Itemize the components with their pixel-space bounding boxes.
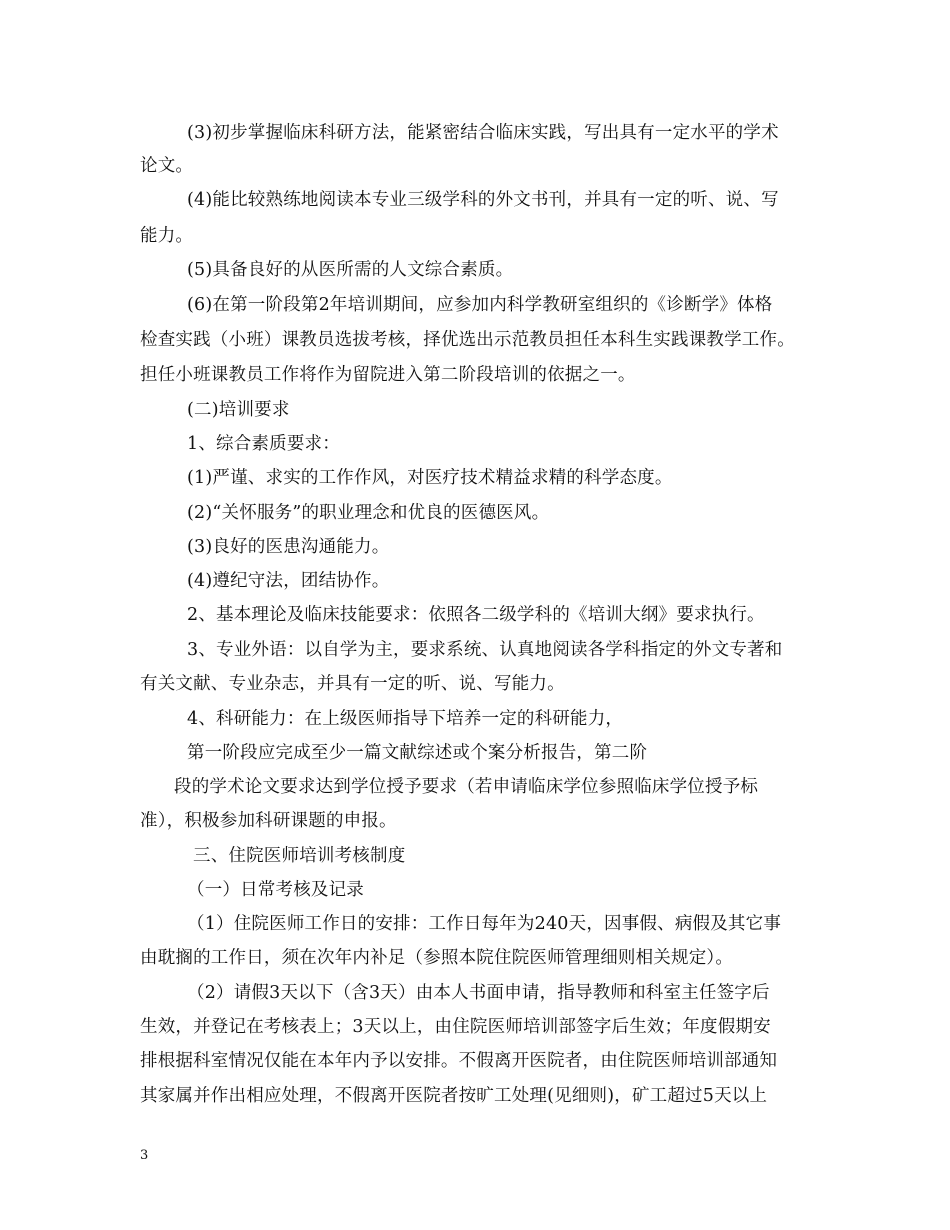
page-number: 3 [140, 1148, 149, 1163]
text-line: （2）请假3天以下（含3天）由本人书面申请，指导教师和科室主任签字后 [187, 983, 770, 1003]
text-line: 1、综合素质要求： [187, 434, 340, 454]
text-line: 2、基本理论及临床技能要求：依照各二级学科的《培训大纲》要求执行。 [187, 605, 765, 625]
text-line: 4、科研能力：在上级医师指导下培养一定的科研能力， [187, 709, 624, 729]
text-line: (3)良好的医患沟通能力。 [187, 537, 390, 557]
text-line: (4)能比较熟练地阅读本专业三级学科的外文书刊，并具有一定的听、说、写 [187, 190, 779, 210]
text-line: 3、专业外语：以自学为主，要求系统、认真地阅读各学科指定的外文专著和 [187, 640, 783, 660]
text-line: 其家属并作出相应处理，不假离开医院者按旷工处理(见细则)，矿工超过5天以上 [140, 1086, 768, 1106]
text-line: 生效，并登记在考核表上；3天以上，由住院医师培训部签字后生效；年度假期安 [140, 1017, 771, 1037]
text-line: 担任小班课教员工作将作为留院进入第二阶段培训的依据之一。 [140, 365, 636, 385]
text-line: 准），积极参加科研课题的申报。 [140, 811, 397, 831]
section-heading: 三、住院医师培训考核制度 [193, 846, 406, 866]
text-line: 排根据科室情况仅能在本年内予以安排。不假离开医院者，由住院医师培训部通知 [140, 1051, 778, 1071]
text-line: 第一阶段应完成至少一篇文献综述或个案分析报告，第二阶 [187, 743, 648, 763]
text-line: 有关文献、专业杂志，并具有一定的听、说、写能力。 [140, 674, 565, 694]
text-line: 由耽搁的工作日，须在次年内补足（参照本院住院医师管理细则相关规定）。 [140, 948, 734, 968]
text-line: (1)严谨、求实的工作作风，对医疗技术精益求精的科学态度。 [187, 468, 673, 488]
text-line: 检查实践（小班）课教员选拔考核，择优选出示范教员担任本科生实践课教学工作。 [140, 330, 795, 350]
text-line: 段的学术论文要求达到学位授予要求（若申请临床学位参照临床学位授予标 [174, 777, 759, 797]
section-heading: （一）日常考核及记录 [187, 880, 364, 900]
text-line: (4)遵纪守法，团结协作。 [187, 571, 390, 591]
text-line: 能力。 [140, 226, 194, 246]
text-line: (2)“关怀服务”的职业理念和优良的医德医风。 [187, 503, 550, 523]
text-line: (6)在第一阶段第2年培训期间，应参加内科学教研室组织的《诊断学》体格 [187, 295, 773, 315]
section-heading: (二)培训要求 [187, 400, 290, 420]
text-line: (5)具备良好的从医所需的人文综合素质。 [187, 260, 514, 280]
text-line: (3)初步掌握临床科研方法，能紧密结合临床实践，写出具有一定水平的学术 [187, 123, 779, 143]
text-line: 论文。 [140, 156, 194, 176]
text-line: （1）住院医师工作日的安排：工作日每年为240天，因事假、病假及其它事 [187, 914, 782, 934]
